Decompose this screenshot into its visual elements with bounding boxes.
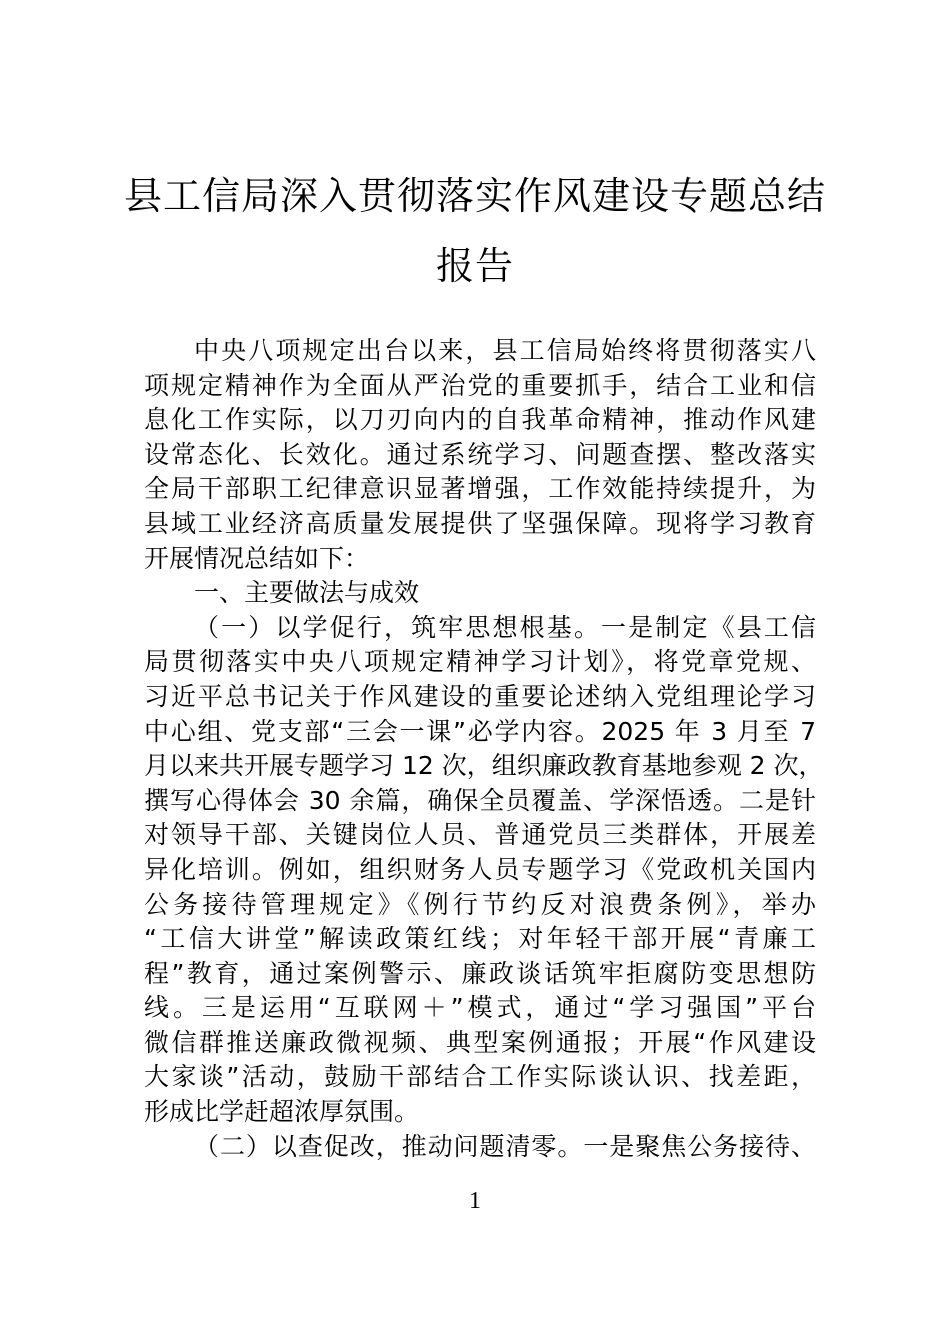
paragraph-line: 息化工作实际，以刀刃向内的自我革命精神，推动作风建: [144, 405, 816, 435]
page-number: 1: [469, 1188, 481, 1214]
paragraph-line: 全局干部职工纪律意识显著增强，工作效能持续提升，为: [144, 474, 816, 504]
paragraph-line: 程”教育，通过案例警示、廉政谈话筑牢拒腐防变思想防: [144, 958, 816, 988]
paragraph-line: 项规定精神作为全面从严治党的重要抓手，结合工业和信: [144, 370, 816, 400]
paragraph-line: 设常态化、长效化。通过系统学习、问题查摆、整改落实: [144, 439, 816, 469]
document-title-line-2: 报告: [435, 244, 514, 288]
paragraph-line: 对领导干部、关键岗位人员、普通党员三类群体，开展差: [144, 820, 816, 850]
paragraph-line: 微信群推送廉政微视频、典型案例通报；开展“作风建设: [144, 1027, 816, 1057]
document-body: [144, 334, 824, 1164]
section-heading: 一、主要做法与成效: [194, 578, 420, 608]
paragraph-line: 异化培训。例如，组织财务人员专题学习《党政机关国内: [144, 854, 816, 884]
paragraph-line: 开展情况总结如下：: [144, 543, 370, 573]
paragraph-line: 月以来共开展专题学习 12 次，组织廉政教育基地参观 2 次，: [144, 751, 824, 781]
paragraph-line: 习近平总书记关于作风建设的重要论述纳入党组理论学习: [144, 681, 816, 711]
paragraph-line: （二）以查促改，推动问题清零。一是聚焦公务接待、: [194, 1131, 816, 1161]
paragraph-line: “工信大讲堂”解读政策红线；对年轻干部开展“青廉工: [144, 924, 816, 954]
paragraph-line: 形成比学赶超浓厚氛围。: [144, 1097, 420, 1127]
paragraph-line: 局贯彻落实中央八项规定精神学习计划》，将党章党规、: [144, 647, 816, 677]
paragraph-line: 公务接待管理规定》《例行节约反对浪费条例》，举办: [144, 889, 816, 919]
paragraph-line: （一）以学促行，筑牢思想根基。一是制定《县工信: [194, 612, 816, 642]
paragraph-line: 线。三是运用“互联网＋”模式，通过“学习强国”平台: [144, 993, 816, 1023]
paragraph-line: 大家谈”活动，鼓励干部结合工作实际谈认识、找差距，: [144, 1062, 816, 1092]
paragraph-line: 撰写心得体会 30 余篇，确保全员覆盖、学深悟透。二是针: [144, 785, 816, 815]
document-title-line-1: 县工信局深入贯彻落实作风建设专题总结: [123, 174, 826, 218]
paragraph-line: 县域工业经济高质量发展提供了坚强保障。现将学习教育: [144, 508, 816, 538]
paragraph-line: 中心组、党支部“三会一课”必学内容。2025 年 3 月至 7: [144, 716, 816, 746]
paragraph-line: 中央八项规定出台以来，县工信局始终将贯彻落实八: [194, 336, 816, 365]
